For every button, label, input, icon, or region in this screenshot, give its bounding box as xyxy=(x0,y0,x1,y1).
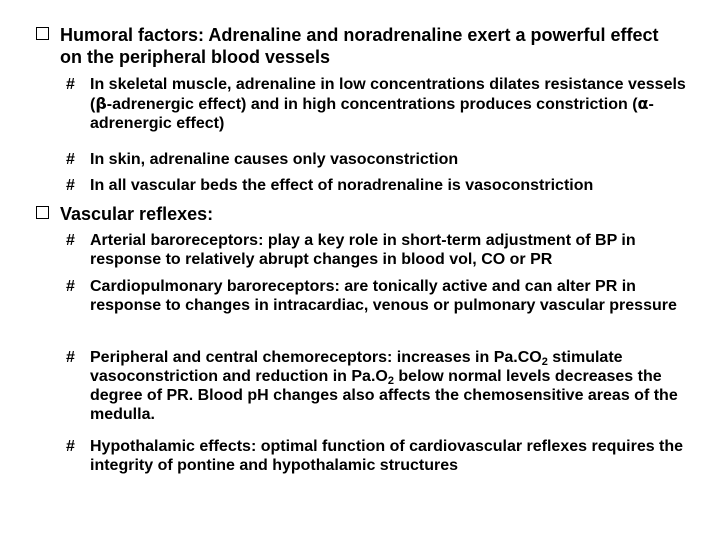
square-bullet-icon xyxy=(36,27,49,40)
list-item-skin xyxy=(66,150,696,169)
alpha-symbol: α xyxy=(637,94,649,113)
item-text-part: -adrenergic effect) and in high concentrations produces constriction ( xyxy=(106,96,638,113)
item-text-part: In skeletal muscle, adrenaline in low concentrations dilates resistance vessels ( xyxy=(90,76,686,113)
hash-bullet: # xyxy=(66,151,75,168)
item-text: In all vascular beds the effect of noradrenaline is vasoconstriction xyxy=(90,177,594,194)
item-text: Cardiopulmonary baroreceptors: are tonically active and can alter PR in response to changes in intracardiac, venous or pulmonary vascular pressure xyxy=(90,278,677,314)
subscript: 2 xyxy=(541,356,548,368)
hash-bullet: # xyxy=(66,76,75,93)
list-item-cardiopulmonary-baroreceptors xyxy=(66,277,696,315)
item-text: Hypothalamic effects: optimal function of cardiovascular reflexes requires the integrity of pontine and hypothalamic structures xyxy=(90,438,684,474)
item-text: Arterial baroreceptors: play a key role in short-term adjustment of BP in response to relatively abrupt changes in blood vol, CO or PR xyxy=(90,232,636,268)
list-item-hypothalamic-effects xyxy=(66,437,696,475)
hash-bullet: # xyxy=(66,278,75,295)
item-text-part: Peripheral and central chemoreceptors: increases in Pa.CO xyxy=(90,349,542,366)
hash-bullet: # xyxy=(66,232,75,249)
subscript: 2 xyxy=(387,375,394,387)
square-bullet-icon xyxy=(36,206,49,219)
item-text xyxy=(90,348,696,424)
item-text-part: stimulate vasoconstriction and reduction in Pa.O xyxy=(90,349,623,385)
list-item-chemoreceptors xyxy=(66,348,696,424)
section-heading-vascular-reflexes xyxy=(36,203,676,225)
hash-bullet: # xyxy=(66,349,75,366)
hash-bullet: # xyxy=(66,177,75,194)
list-item-arterial-baroreceptors xyxy=(66,231,696,269)
item-text-part: below normal levels decreases the degree of PR. Blood pH changes also affects the chemosensitive areas of the medulla. xyxy=(90,368,678,423)
beta-symbol: β xyxy=(95,94,107,113)
heading-text: Vascular reflexes: xyxy=(60,204,214,224)
list-item-noradrenaline xyxy=(66,176,696,195)
hash-bullet: # xyxy=(66,438,75,455)
item-text xyxy=(90,75,696,133)
list-item-skeletal-muscle xyxy=(66,75,696,133)
section-heading-humoral xyxy=(36,24,676,68)
item-text: In skin, adrenaline causes only vasoconstriction xyxy=(90,151,459,168)
heading-text: Humoral factors: Adrenaline and noradrenaline exert a powerful effect on the peripheral blood vessels xyxy=(60,25,659,67)
item-text-part: -adrenergic effect) xyxy=(90,96,654,132)
